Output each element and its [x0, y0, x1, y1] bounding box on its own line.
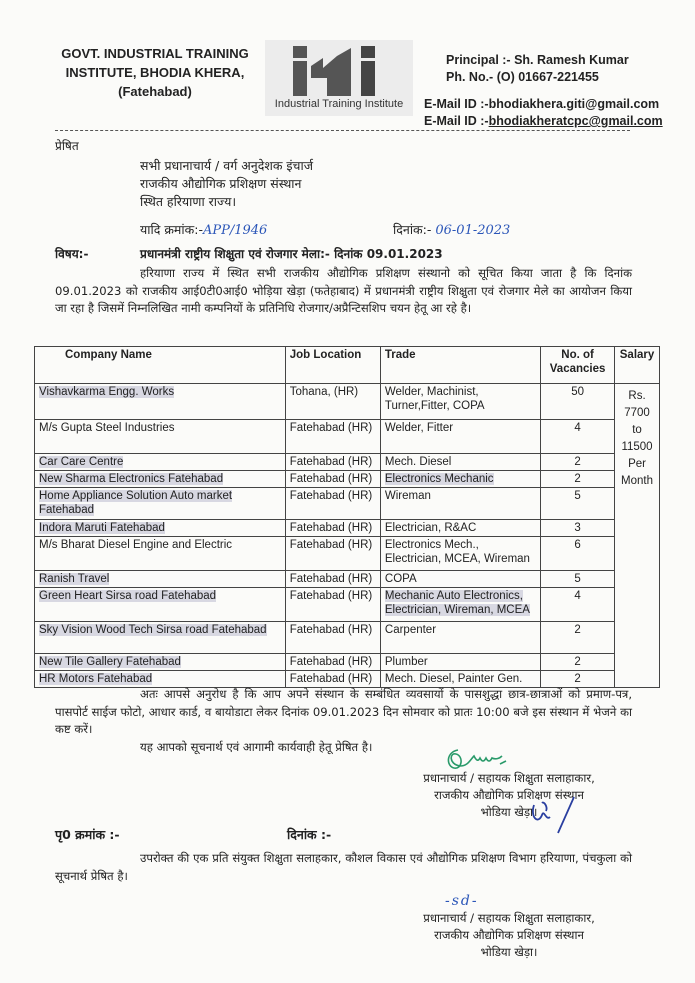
- trade-cell-text: Welder, Fitter: [384, 422, 454, 434]
- logo-caption: Industrial Training Institute: [274, 98, 404, 110]
- company-cell-text: HR Motors Fatehabad: [39, 673, 153, 685]
- location-cell: [285, 520, 380, 537]
- reference-number: [140, 221, 267, 238]
- trade-cell-text: COPA: [384, 573, 417, 585]
- location-cell: [285, 654, 380, 671]
- table-row: [35, 420, 660, 454]
- signatory-line: राजकीय औद्योगिक प्रशिक्षण संस्थान: [434, 788, 584, 802]
- vacancies-cell: [541, 520, 615, 537]
- location-cell-text: Fatehabad (HR): [289, 656, 373, 668]
- signatory-line: भोडिया खेड़ा।: [480, 945, 538, 959]
- location-cell-text: Fatehabad (HR): [289, 473, 373, 485]
- subject-text: प्रधानमंत्री राष्ट्रीय शिक्षुता एवं रोजगार मेला:- दिनांक 09.01.2023: [140, 247, 443, 261]
- company-cell: [35, 384, 286, 420]
- location-cell: [285, 420, 380, 454]
- location-cell: [285, 537, 380, 571]
- trade-cell-text: Mech. Diesel: [384, 456, 452, 468]
- company-cell: [35, 671, 286, 688]
- vacancies-cell-text: 4: [574, 590, 581, 602]
- trade-cell-text: Electrician, R&AC: [384, 522, 477, 534]
- vacancies-cell: [541, 384, 615, 420]
- endorsement-text: उपरोक्त की एक प्रति संयुक्त शिक्षुता सलाहकार, कौशल विकास एवं औद्योगिक प्रशिक्षण विभाग हरियाणा, पंचकुला को सूचनार्थ प्रेषित है।: [55, 851, 632, 883]
- table-row: [35, 654, 660, 671]
- address-label: प्रेषित: [55, 139, 79, 153]
- header-company: Company Name: [35, 347, 286, 384]
- company-cell: [35, 454, 286, 471]
- company-cell-text: Car Care Centre: [39, 456, 124, 468]
- location-cell: [285, 622, 380, 654]
- address-line: राजकीय औद्योगिक प्रशिक्षण संस्थान: [140, 176, 302, 191]
- table-row: [35, 537, 660, 571]
- header-location: Job Location: [285, 347, 380, 384]
- table-row: [35, 384, 660, 420]
- vacancies-cell-text: 5: [574, 573, 581, 585]
- vacancies-cell-text: 3: [574, 522, 581, 534]
- table-row: [35, 520, 660, 537]
- company-cell-text: New Tile Gallery Fatehabad: [39, 656, 181, 668]
- trade-cell-text: Mechanic Auto Electronics, Electrician, Wireman, MCEA: [384, 590, 530, 616]
- company-cell: [35, 571, 286, 588]
- header-trade: Trade: [380, 347, 540, 384]
- endorsement-paragraph: [55, 850, 632, 885]
- vacancies-cell: [541, 654, 615, 671]
- email-label: E-Mail ID :-: [424, 97, 489, 111]
- location-cell: [285, 488, 380, 520]
- email-link[interactable]: bhodiakheratcpc@gmail.com: [488, 114, 663, 128]
- reference-date-value: 06-01-2023: [435, 223, 511, 238]
- signatory-line: प्रधानाचार्य / सहायक शिक्षुता सलाहाकार,: [423, 771, 595, 785]
- trade-cell: [380, 384, 540, 420]
- location-cell-text: Tohana, (HR): [289, 386, 359, 398]
- intro-paragraph: [55, 265, 632, 318]
- email-row: [424, 113, 663, 130]
- header-salary: Salary: [615, 347, 660, 384]
- location-cell-text: Fatehabad (HR): [289, 673, 373, 685]
- contact-block: [424, 52, 629, 86]
- vacancies-cell: [541, 671, 615, 688]
- trade-cell: [380, 488, 540, 520]
- reference-date: [393, 221, 510, 238]
- vacancies-cell-text: 50: [571, 386, 584, 398]
- iti-logo-mark-icon: [291, 44, 387, 98]
- trade-cell-text: Mech. Diesel, Painter Gen.: [384, 673, 523, 685]
- trade-cell: [380, 654, 540, 671]
- endorsement-date: दिनांक :-: [287, 827, 332, 842]
- reference-number-label: यादि क्रमांक:-: [140, 222, 203, 237]
- company-cell: [35, 420, 286, 454]
- reference-number-value: APP/1946: [202, 223, 268, 238]
- location-cell: [285, 671, 380, 688]
- trade-cell: [380, 471, 540, 488]
- salary-cell: Rs. 7700 to 11500 Per Month: [615, 384, 660, 688]
- company-cell: [35, 588, 286, 622]
- location-cell-text: Fatehabad (HR): [289, 522, 373, 534]
- vacancies-cell-text: 4: [574, 422, 581, 434]
- company-cell-text: M/s Bharat Diesel Engine and Electric: [39, 539, 233, 551]
- company-cell: [35, 520, 286, 537]
- institute-line: (Fatehabad): [118, 84, 192, 99]
- email-row: [424, 96, 663, 113]
- location-cell-text: Fatehabad (HR): [289, 422, 373, 434]
- trade-cell: [380, 588, 540, 622]
- location-cell-text: Fatehabad (HR): [289, 490, 373, 502]
- table-row: [35, 671, 660, 688]
- table-row: [35, 454, 660, 471]
- trade-cell: [380, 454, 540, 471]
- subject-label: विषय:-: [55, 247, 89, 261]
- location-cell-text: Fatehabad (HR): [289, 624, 373, 636]
- table-row: [35, 622, 660, 654]
- signature-block-2: [374, 910, 644, 961]
- trade-cell: [380, 537, 540, 571]
- trade-cell-text: Plumber: [384, 656, 428, 668]
- company-cell-text: New Sharma Electronics Fatehabad: [39, 473, 224, 485]
- table-header-row: [35, 347, 660, 384]
- vacancies-cell-text: 2: [574, 673, 581, 685]
- location-cell: [285, 454, 380, 471]
- table-row: [35, 588, 660, 622]
- trade-cell-text: Wireman: [384, 490, 431, 502]
- sd-mark: -sd-: [445, 893, 479, 909]
- company-cell-text: Vishavkarma Engg. Works: [39, 386, 175, 398]
- table-row: [35, 488, 660, 520]
- company-cell-text: Green Heart Sirsa road Fatehabad: [39, 590, 217, 602]
- reference-date-label: दिनांक:-: [393, 222, 432, 237]
- vacancies-cell: [541, 420, 615, 454]
- location-cell-text: Fatehabad (HR): [289, 456, 373, 468]
- address-line: सभी प्रधानाचार्य / वर्ग अनुदेशक इंचार्ज: [140, 158, 313, 173]
- request-text: अतः आपसे अनुरोध है कि आप अपने संस्थान के सम्बंधित व्यवसायों के पासशुद्धा छात्र-छात्राओं को प्रमाण-पत्र, पासपोर्ट साईज फोटो, आधार कार्ड, व बायोडाटा लेकर दिनांक 09.01.2023 दिन सोमवार को प्रातः 10:00 बजे इस संस्थान में भेजने का कष्ट करें।: [55, 687, 632, 736]
- email-block: [424, 96, 663, 130]
- location-cell: [285, 384, 380, 420]
- trade-cell-text: Electronics Mech., Electrician, MCEA, Wireman: [384, 539, 530, 565]
- trade-cell: [380, 520, 540, 537]
- endorsement-number: पृ0 क्रमांक :-: [55, 827, 120, 842]
- location-cell-text: Fatehabad (HR): [289, 590, 373, 602]
- trade-cell: [380, 622, 540, 654]
- signature-blue-icon: [528, 795, 578, 835]
- trade-cell: [380, 571, 540, 588]
- intro-text: हरियाणा राज्य में स्थित सभी राजकीय औद्योगिक प्रशिक्षण संस्थानो को सूचित किया जाता है कि दिनांक 09.01.2023 को राजकीय आई0टी0आई0 भोड़िया खेड़ा (फतेहाबाद) में प्रधानमंत्री राष्ट्रीय शिक्षुता एवं रोजगार मेले का आयोजन किया जा रहा है जिसमें निम्नलिखित नामी कम्पनियों के प्रतिनिधि रोजगार/अप्रैन्टिसशिप चयन हेतू आ रहे है।: [55, 266, 632, 315]
- header-vacancies: No. of Vacancies: [541, 347, 615, 384]
- trade-cell: [380, 420, 540, 454]
- company-cell-text: Home Appliance Solution Auto market Fatehabad: [39, 490, 233, 516]
- trade-cell: [380, 671, 540, 688]
- request-paragraph: [55, 686, 632, 739]
- company-cell: [35, 488, 286, 520]
- institute-line: GOVT. INDUSTRIAL TRAINING: [61, 46, 249, 61]
- address-line: स्थित हरियाणा राज्य।: [140, 194, 237, 209]
- vacancies-cell: [541, 622, 615, 654]
- company-cell-text: Sky Vision Wood Tech Sirsa road Fatehabad: [39, 624, 267, 636]
- header-divider: [55, 130, 630, 131]
- iti-logo: [265, 40, 413, 116]
- table-row: [35, 471, 660, 488]
- institute-line: INSTITUTE, BHODIA KHERA,: [65, 65, 245, 80]
- vacancies-cell: [541, 588, 615, 622]
- vacancies-cell-text: 6: [574, 539, 581, 551]
- location-cell: [285, 471, 380, 488]
- email-link[interactable]: bhodiakhera.giti@gmail.com: [488, 97, 660, 111]
- vacancies-cell: [541, 571, 615, 588]
- vacancies-cell: [541, 537, 615, 571]
- vacancies-cell-text: 2: [574, 656, 581, 668]
- company-cell: [35, 622, 286, 654]
- vacancies-cell-text: 5: [574, 490, 581, 502]
- vacancies-cell-text: 2: [574, 624, 581, 636]
- vacancies-cell: [541, 488, 615, 520]
- vacancy-table: [34, 346, 660, 688]
- company-cell-text: Indora Maruti Fatehabad: [39, 522, 165, 534]
- principal-name: Principal :- Sh. Ramesh Kumar: [446, 53, 629, 67]
- closing-line: यह आपको सूचनार्थ एवं आगामी कार्यवाही हेतू प्रेषित है।: [140, 740, 373, 754]
- location-cell-text: Fatehabad (HR): [289, 573, 373, 585]
- vacancies-cell: [541, 454, 615, 471]
- signatory-line: प्रधानाचार्य / सहायक शिक्षुता सलाहाकार,: [423, 911, 595, 925]
- company-cell: [35, 471, 286, 488]
- company-cell-text: M/s Gupta Steel Industries: [39, 422, 175, 434]
- address-block: [140, 157, 313, 211]
- table-row: [35, 571, 660, 588]
- institute-name: [60, 44, 250, 101]
- vacancies-cell-text: 2: [574, 456, 581, 468]
- signature-block-1: [374, 770, 644, 821]
- company-cell: [35, 537, 286, 571]
- email-label: E-Mail ID :-: [424, 114, 489, 128]
- signatory-line: भोडिया खेड़ा।: [480, 805, 538, 819]
- company-cell: [35, 654, 286, 671]
- vacancies-cell-text: 2: [574, 473, 581, 485]
- signatory-line: राजकीय औद्योगिक प्रशिक्षण संस्थान: [434, 928, 584, 942]
- trade-cell-text: Electronics Mechanic: [384, 473, 494, 485]
- company-cell-text: Ranish Travel: [39, 573, 110, 585]
- phone-number: Ph. No.- (O) 01667-221455: [446, 70, 599, 84]
- trade-cell-text: Carpenter: [384, 624, 437, 636]
- location-cell-text: Fatehabad (HR): [289, 539, 373, 551]
- vacancies-cell: [541, 471, 615, 488]
- location-cell: [285, 571, 380, 588]
- location-cell: [285, 588, 380, 622]
- trade-cell-text: Welder, Machinist, Turner,Fitter, COPA: [384, 386, 485, 412]
